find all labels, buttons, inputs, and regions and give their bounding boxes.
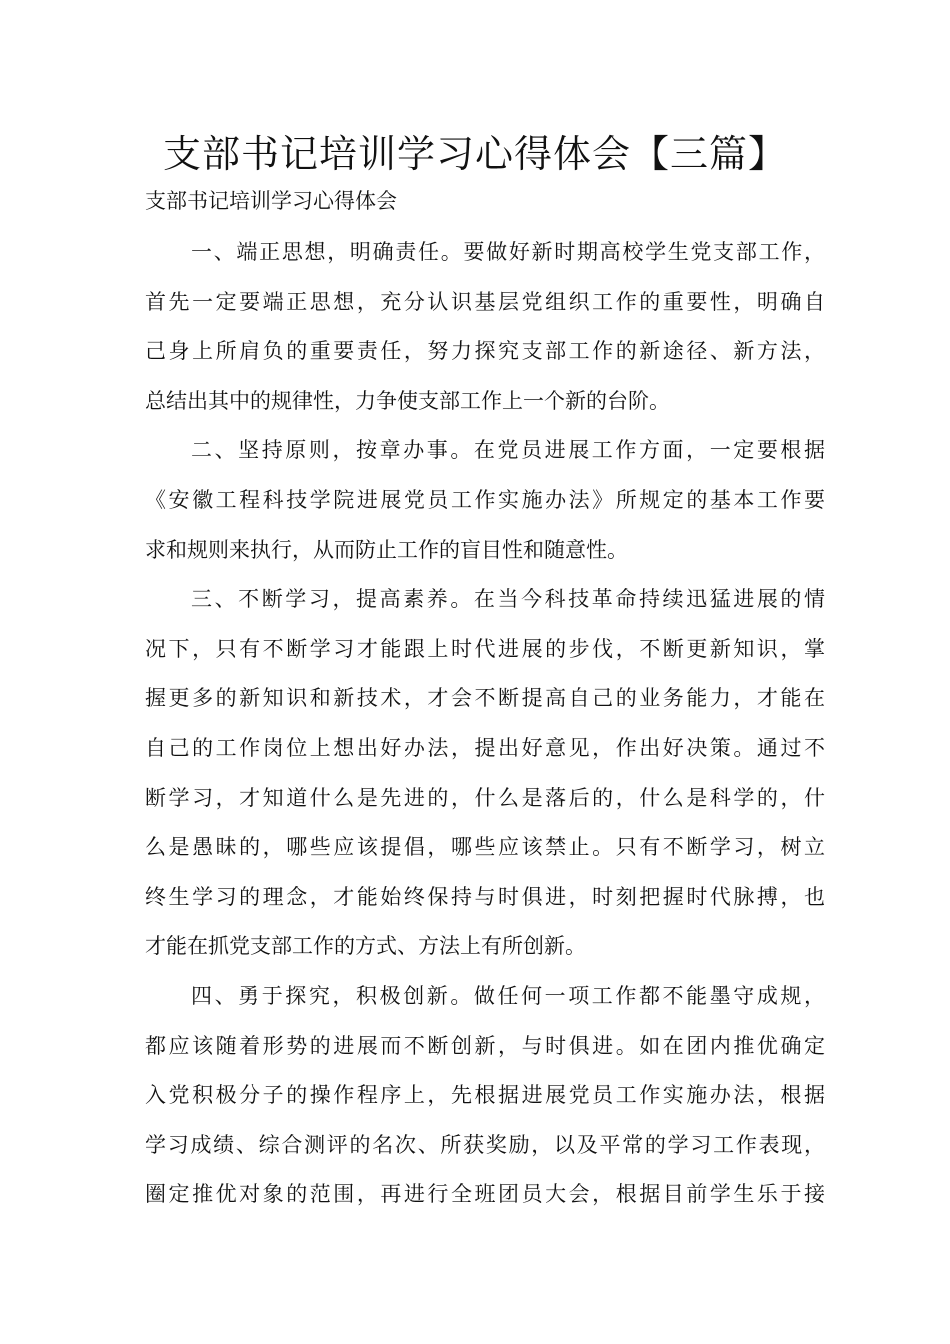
text-line: 二、坚持原则，按章办事。在党员进展工作方面，一定要根据 — [191, 438, 825, 463]
text-line: 都应该随着形势的进展而不断创新，与时俱进。如在团内推优确定 — [145, 1033, 825, 1058]
paragraph-2 — [145, 426, 825, 575]
paragraph-3 — [145, 575, 825, 972]
text-line: 学习成绩、综合测评的名次、所获奖励，以及平常的学习工作表现， — [145, 1132, 825, 1157]
text-line: 四、勇于探究，积极创新。做任何一项工作都不能墨守成规， — [191, 983, 825, 1008]
text-line: 断学习，才知道什么是先进的，什么是落后的，什么是科学的，什 — [145, 785, 825, 810]
text-line: 终生学习的理念，才能始终保持与时俱进，时刻把握时代脉搏，也 — [145, 884, 825, 909]
text-line: 一、端正思想，明确责任。要做好新时期高校学生党支部工作， — [191, 240, 825, 264]
paragraph-1 — [145, 228, 825, 426]
text-line: 圈定推优对象的范围，再进行全班团员大会，根据目前学生乐于接 — [145, 1182, 825, 1207]
text-line: 三、不断学习，提高素养。在当今科技革命持续迅猛进展的情 — [191, 587, 825, 612]
text-line: 才能在抓党支部工作的方式、方法上有所创新。 — [145, 934, 586, 959]
text-line: 《安徽工程科技学院进展党员工作实施办法》所规定的基本工作要 — [145, 487, 825, 512]
document-title: 支部书记培训学习心得体会【三篇】 — [162, 132, 787, 176]
text-line: 求和规则来执行，从而防止工作的盲目性和随意性。 — [145, 537, 628, 562]
text-line: 况下，只有不断学习才能跟上时代进展的步伐，不断更新知识，掌 — [145, 636, 825, 661]
text-line: 首先一定要端正思想，充分认识基层党组织工作的重要性，明确自 — [145, 289, 825, 314]
text-line: 总结出其中的规律性，力争使支部工作上一个新的台阶。 — [145, 388, 670, 413]
document-body — [145, 228, 825, 1220]
document-subtitle: 支部书记培训学习心得体会 — [145, 189, 397, 213]
text-line: 握更多的新知识和新技术，才会不断提高自己的业务能力，才能在 — [145, 686, 825, 711]
text-line: 己身上所肩负的重要责任，努力探究支部工作的新途径、新方法， — [145, 339, 825, 364]
paragraph-4 — [145, 972, 825, 1220]
text-line: 入党积极分子的操作程序上，先根据进展党员工作实施办法，根据 — [145, 1083, 825, 1108]
text-line: 自己的工作岗位上想出好办法，提出好意见，作出好决策。通过不 — [145, 735, 825, 760]
text-line: 么是愚昧的，哪些应该提倡，哪些应该禁止。只有不断学习，树立 — [145, 835, 825, 860]
